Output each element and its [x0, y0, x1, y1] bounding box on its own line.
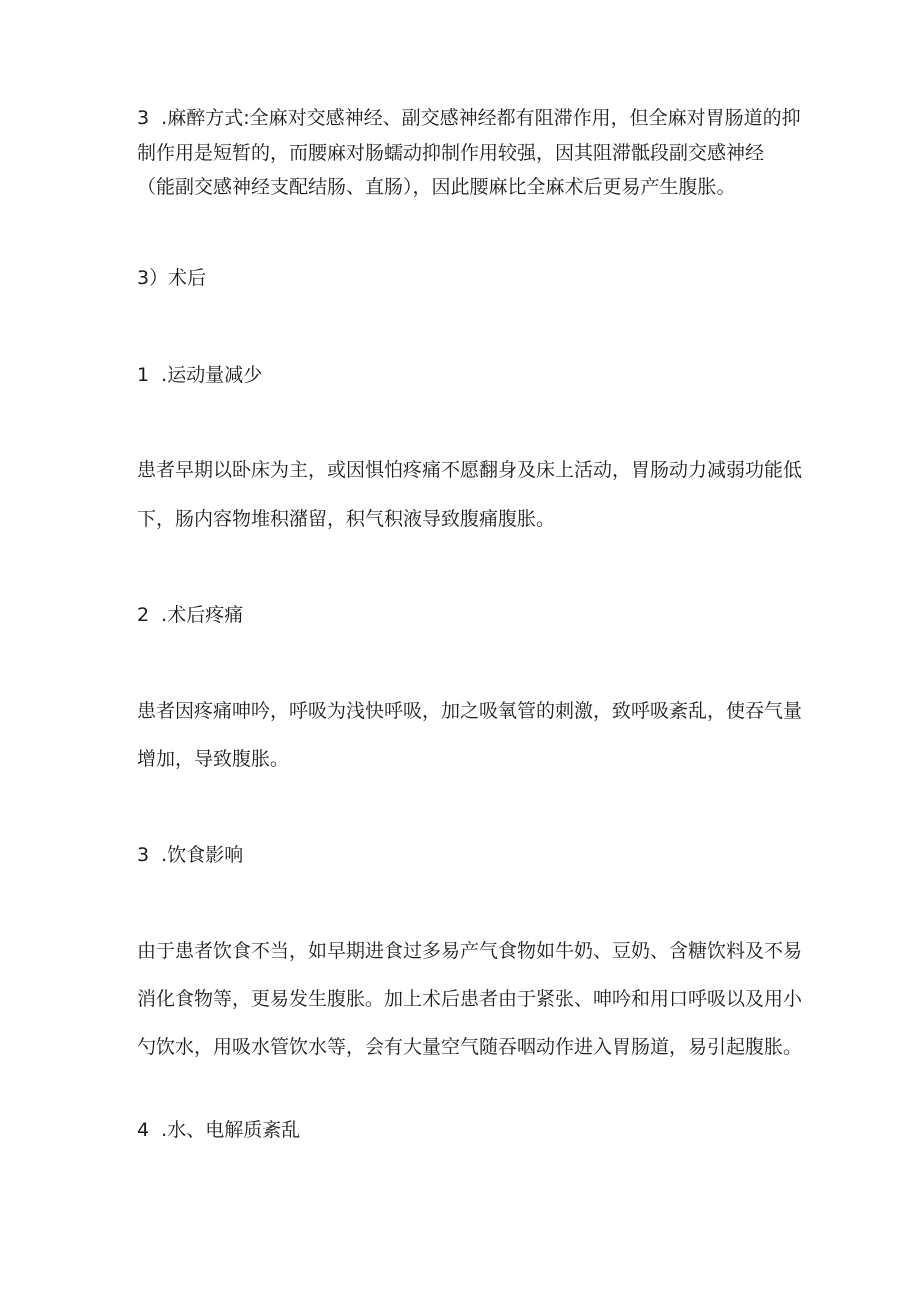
item1-title: 1 .运动量减少 — [137, 364, 263, 386]
para1-line-1: 3 .麻醉方式:全麻对交感神经、副交感神经都有阻滞作用，但全麻对胃肠道的抑 — [137, 107, 801, 129]
item1-body-line-1: 患者早期以卧床为主，或因惧怕疼痛不愿翻身及床上活动，胃肠动力减弱功能低 — [137, 459, 803, 481]
item3-body-line-1: 由于患者饮食不当，如早期进食过多易产气食物如牛奶、豆奶、含糖饮料及不易 — [137, 940, 803, 962]
item3-title: 3 .饮食影响 — [137, 844, 244, 866]
para1-line-3: （能副交感神经支配结肠、直肠），因此腰麻比全麻术后更易产生腹胀。 — [137, 176, 736, 198]
item4-title: 4 .水、电解质紊乱 — [137, 1119, 301, 1141]
item3-body-line-3: 勺饮水，用吸水管饮水等，会有大量空气随吞咽动作进入胃肠道，易引起腹胀。 — [137, 1036, 803, 1058]
item2-body-line-2: 增加，导致腹胀。 — [137, 748, 290, 770]
para1-line-2: 制作用是短暂的，而腰麻对肠蠕动抑制作用较强，因其阻滞骶段副交感神经 — [137, 142, 765, 164]
item1-body-line-2: 下，肠内容物堆积潴留，积气积液导致腹痛腹胀。 — [137, 508, 556, 530]
item2-title: 2 .术后疼痛 — [137, 604, 244, 626]
item2-body-line-1: 患者因疼痛呻吟，呼吸为浅快呼吸，加之吸氧管的刺激，致呼吸紊乱，使吞气量 — [137, 700, 803, 722]
item3-body-line-2: 消化食物等，更易发生腹胀。加上术后患者由于紧张、呻吟和用口呼吸以及用小 — [137, 988, 803, 1010]
heading-postop: 3）术后 — [137, 267, 207, 289]
